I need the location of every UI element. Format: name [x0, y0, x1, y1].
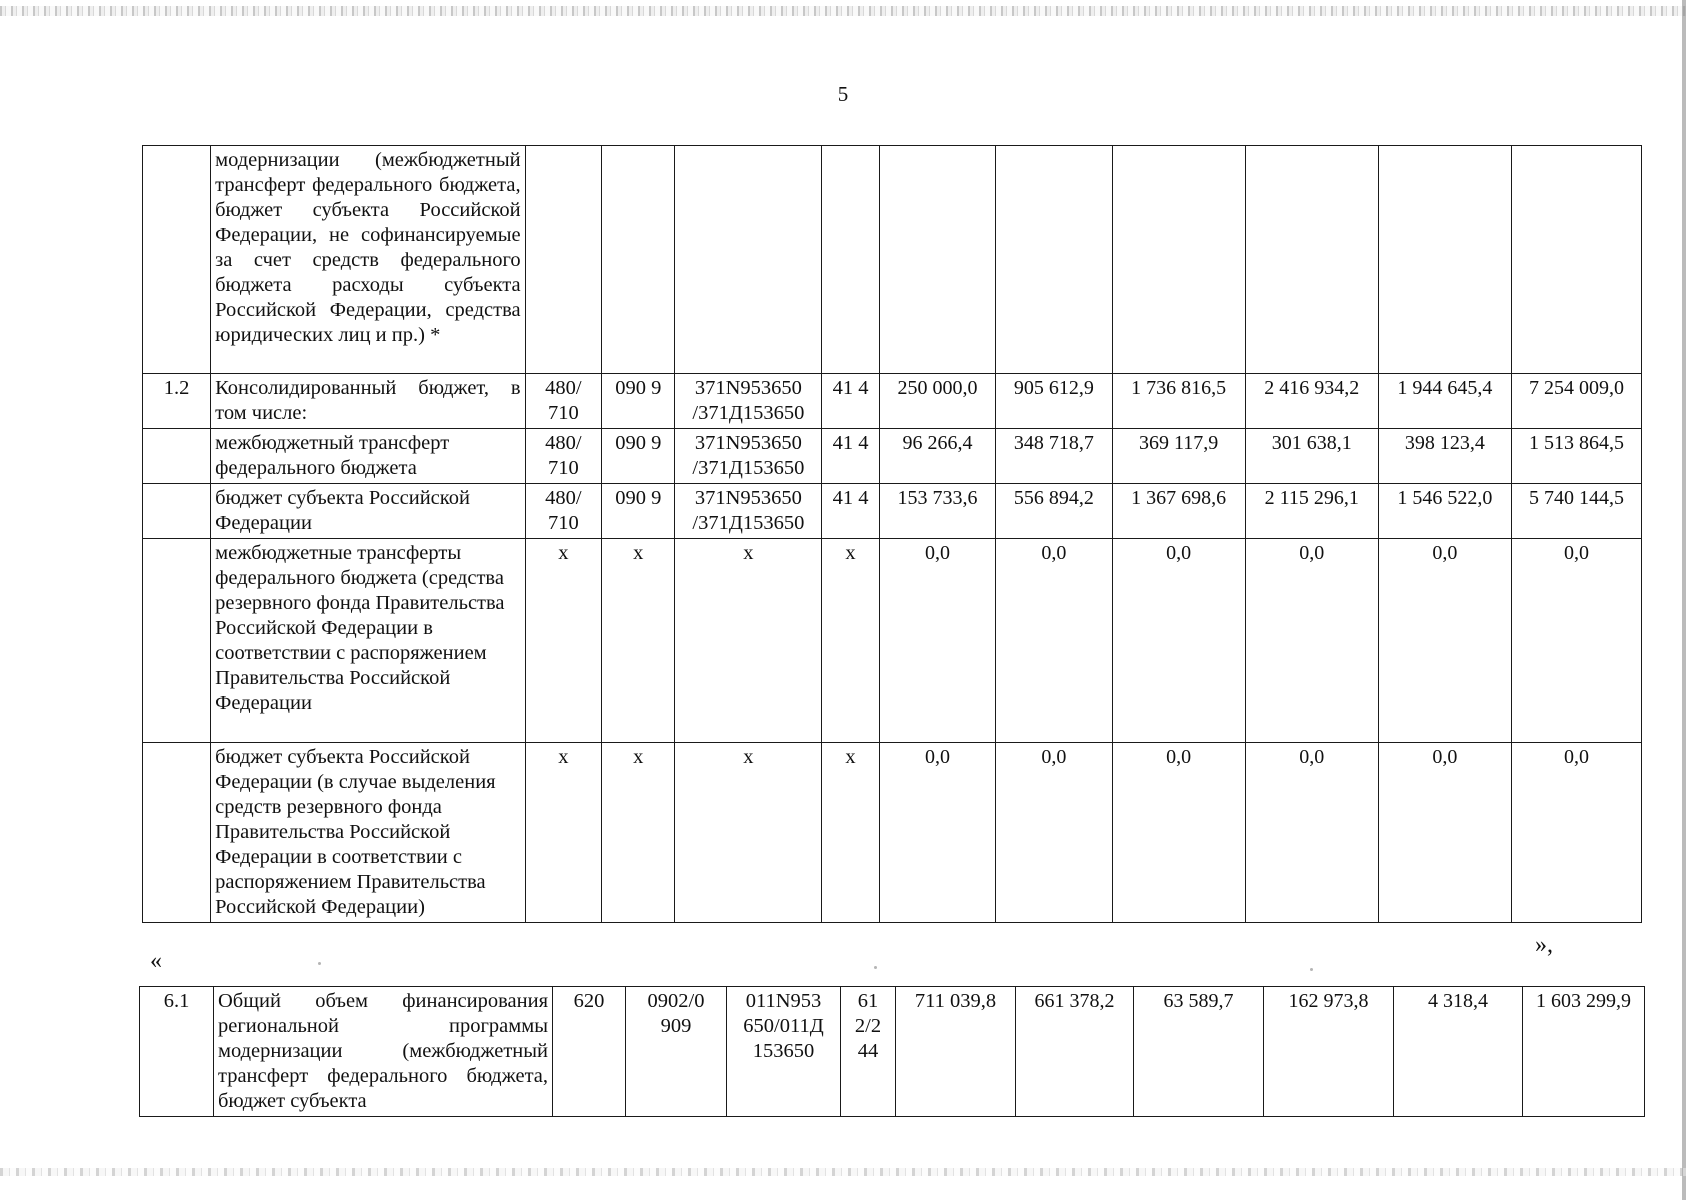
code-cell	[822, 146, 880, 374]
value-cell: 1 944 645,4	[1378, 374, 1511, 429]
code-cell	[675, 146, 822, 374]
code-cell: 0902/0 909	[626, 987, 727, 1117]
page-number: 5	[837, 82, 849, 106]
value-cell: 0,0	[1378, 743, 1511, 923]
value-cell: 0,0	[1112, 743, 1245, 923]
code-cell: х	[822, 743, 880, 923]
row-number	[143, 743, 211, 923]
code-cell: 480/ 710	[525, 484, 602, 539]
value-cell: 0,0	[1511, 743, 1641, 923]
code-cell: 011N953 650/011Д 153650	[727, 987, 841, 1117]
row-description: Консолидированный бюджет, в том числе:	[211, 374, 525, 429]
scan-edge-right	[1682, 0, 1686, 1200]
opening-quote: «	[150, 948, 162, 974]
value-cell: 4 318,4	[1394, 987, 1523, 1117]
value-cell: 1 736 816,5	[1112, 374, 1245, 429]
code-cell: 480/ 710	[525, 374, 602, 429]
value-cell: 711 039,8	[896, 987, 1016, 1117]
code-cell: 371N953650 /371Д153650	[675, 429, 822, 484]
code-cell: 480/ 710	[525, 429, 602, 484]
row-description: модернизации (межбюджетный трансферт федерального бюджета, бюджет субъекта Российской Федерации, не софинансируемые за счет средств федерального бюджета расходы субъекта Российской Федерации, средства юридических лиц и пр.) *	[211, 146, 525, 374]
code-cell	[602, 146, 675, 374]
financing-table-continued	[142, 145, 1642, 923]
table-row	[143, 539, 1642, 743]
row-description: бюджет субъекта Российской Федерации	[211, 484, 525, 539]
row-description: межбюджетные трансферты федерального бюджета (средства резервного фонда Правительства Российской Федерации в соответствии с распоряжением Правительства Российской Федерации	[211, 539, 525, 743]
value-cell: 5 740 144,5	[1511, 484, 1641, 539]
code-cell: 41 4	[822, 374, 880, 429]
scan-speck	[318, 962, 321, 965]
code-cell: х	[675, 743, 822, 923]
value-cell	[879, 146, 995, 374]
table-row	[143, 429, 1642, 484]
row-number	[143, 484, 211, 539]
code-cell: 620	[553, 987, 626, 1117]
value-cell: 1 513 864,5	[1511, 429, 1641, 484]
value-cell: 0,0	[1245, 743, 1378, 923]
value-cell: 0,0	[1112, 539, 1245, 743]
row-description: межбюджетный трансферт федерального бюджета	[211, 429, 525, 484]
row-description: Общий объем финансирования региональной программы модернизации (межбюджетный трансферт федерального бюджета, бюджет субъекта	[214, 987, 553, 1117]
closing-quote: »,	[1535, 932, 1553, 958]
value-cell	[1511, 146, 1641, 374]
code-cell: 41 4	[822, 484, 880, 539]
row-number: 6.1	[140, 987, 214, 1117]
table-row	[143, 374, 1642, 429]
value-cell: 369 117,9	[1112, 429, 1245, 484]
value-cell: 2 115 296,1	[1245, 484, 1378, 539]
code-cell	[525, 146, 602, 374]
code-cell: 090 9	[602, 484, 675, 539]
value-cell: 0,0	[1378, 539, 1511, 743]
code-cell: х	[525, 743, 602, 923]
value-cell: 1 367 698,6	[1112, 484, 1245, 539]
value-cell: 348 718,7	[996, 429, 1112, 484]
row-description: бюджет субъекта Российской Федерации (в случае выделения средств резервного фонда Правительства Российской Федерации в соответствии с распоряжением Правительства Российской Федерации)	[211, 743, 525, 923]
row-number	[143, 146, 211, 374]
scan-speck	[874, 966, 877, 969]
code-cell: 371N953650 /371Д153650	[675, 374, 822, 429]
value-cell: 96 266,4	[879, 429, 995, 484]
code-cell: 371N953650 /371Д153650	[675, 484, 822, 539]
value-cell: 0,0	[996, 539, 1112, 743]
value-cell: 905 612,9	[996, 374, 1112, 429]
value-cell	[996, 146, 1112, 374]
value-cell: 0,0	[879, 743, 995, 923]
scan-edge-bottom	[0, 1168, 1686, 1176]
value-cell: 661 378,2	[1016, 987, 1134, 1117]
value-cell: 7 254 009,0	[1511, 374, 1641, 429]
code-cell: х	[675, 539, 822, 743]
table-row	[143, 743, 1642, 923]
scan-edge-top	[0, 6, 1686, 16]
code-cell: 090 9	[602, 429, 675, 484]
value-cell: 301 638,1	[1245, 429, 1378, 484]
value-cell: 153 733,6	[879, 484, 995, 539]
value-cell	[1378, 146, 1511, 374]
value-cell: 0,0	[1245, 539, 1378, 743]
code-cell: 090 9	[602, 374, 675, 429]
value-cell	[1245, 146, 1378, 374]
value-cell: 2 416 934,2	[1245, 374, 1378, 429]
table-row	[143, 484, 1642, 539]
value-cell: 0,0	[996, 743, 1112, 923]
value-cell: 556 894,2	[996, 484, 1112, 539]
row-number	[143, 539, 211, 743]
value-cell	[1112, 146, 1245, 374]
value-cell: 250 000,0	[879, 374, 995, 429]
code-cell: х	[525, 539, 602, 743]
row-number	[143, 429, 211, 484]
code-cell: х	[822, 539, 880, 743]
code-cell: 61 2/2 44	[841, 987, 896, 1117]
code-cell: х	[602, 743, 675, 923]
scan-speck	[1310, 968, 1313, 971]
value-cell: 162 973,8	[1264, 987, 1394, 1117]
row-number: 1.2	[143, 374, 211, 429]
value-cell: 0,0	[1511, 539, 1641, 743]
value-cell: 1 603 299,9	[1523, 987, 1645, 1117]
value-cell: 63 589,7	[1134, 987, 1264, 1117]
code-cell: х	[602, 539, 675, 743]
financing-table-new-edition	[139, 986, 1645, 1117]
table-row	[143, 146, 1642, 374]
code-cell: 41 4	[822, 429, 880, 484]
value-cell: 0,0	[879, 539, 995, 743]
value-cell: 1 546 522,0	[1378, 484, 1511, 539]
table-row	[140, 987, 1645, 1117]
value-cell: 398 123,4	[1378, 429, 1511, 484]
